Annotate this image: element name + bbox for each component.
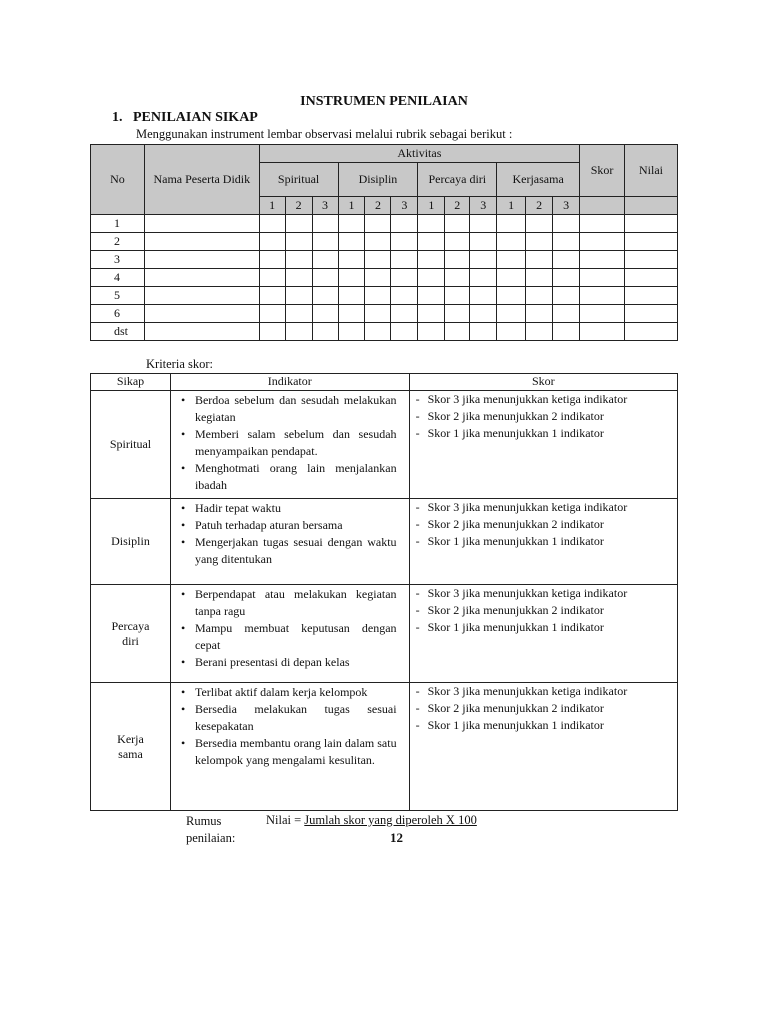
empty-cell[interactable] xyxy=(497,251,526,269)
row-number: 1 xyxy=(91,215,145,233)
col-skor: Skor xyxy=(580,145,625,197)
criteria-rows xyxy=(91,391,678,811)
skor-item: - Skor 3 jika menunjukkan ketiga indikator xyxy=(414,585,671,602)
empty-cell[interactable] xyxy=(391,269,418,287)
table-row xyxy=(91,215,678,233)
col-spiritual: Spiritual xyxy=(259,163,338,197)
empty-cell[interactable] xyxy=(418,215,445,233)
sub-col-empty xyxy=(624,197,677,215)
table-row xyxy=(91,233,678,251)
empty-cell[interactable] xyxy=(312,269,338,287)
indikator-cell xyxy=(170,683,409,811)
skor-item: - Skor 3 jika menunjukkan ketiga indikator xyxy=(414,391,671,408)
empty-cell[interactable] xyxy=(470,215,497,233)
empty-cell[interactable] xyxy=(259,287,285,305)
sub-col-number: 3 xyxy=(553,197,580,215)
skor-cell xyxy=(409,683,677,811)
empty-cell[interactable] xyxy=(338,215,365,233)
empty-cell[interactable] xyxy=(553,251,580,269)
empty-cell[interactable] xyxy=(580,323,625,341)
observation-table xyxy=(90,144,678,341)
empty-cell[interactable] xyxy=(445,269,470,287)
indikator-item: • Patuh terhadap aturan bersama xyxy=(177,517,397,534)
sikap-cell: Kerja sama xyxy=(91,683,171,811)
empty-cell[interactable] xyxy=(418,305,445,323)
header-skor: Skor xyxy=(409,374,677,391)
empty-cell[interactable] xyxy=(624,305,677,323)
empty-cell[interactable] xyxy=(580,233,625,251)
sub-col-number: 1 xyxy=(338,197,365,215)
nilai-numerator: Jumlah skor yang diperoleh X 100 xyxy=(304,813,477,827)
skor-item: - Skor 1 jika menunjukkan 1 indikator xyxy=(414,619,671,636)
empty-cell[interactable] xyxy=(391,305,418,323)
observation-rows xyxy=(91,215,678,341)
empty-cell[interactable] xyxy=(259,305,285,323)
empty-cell[interactable] xyxy=(312,215,338,233)
document-title: INSTRUMEN PENILAIAN xyxy=(300,94,468,109)
empty-cell[interactable] xyxy=(580,215,625,233)
empty-cell[interactable] xyxy=(312,323,338,341)
empty-cell[interactable] xyxy=(365,233,391,251)
empty-cell[interactable] xyxy=(391,287,418,305)
empty-cell[interactable] xyxy=(259,251,285,269)
empty-cell[interactable] xyxy=(624,233,677,251)
indikator-item: • Mampu membuat keputusan dengan cepat xyxy=(177,620,397,654)
empty-cell[interactable] xyxy=(445,323,470,341)
empty-cell[interactable] xyxy=(338,305,365,323)
empty-cell[interactable] xyxy=(624,251,677,269)
empty-cell[interactable] xyxy=(144,233,259,251)
empty-cell[interactable] xyxy=(553,233,580,251)
row-number: 2 xyxy=(91,233,145,251)
sub-col-empty xyxy=(580,197,625,215)
skor-item: - Skor 2 jika menunjukkan 2 indikator xyxy=(414,700,671,717)
empty-cell[interactable] xyxy=(338,323,365,341)
indikator-item: • Memberi salam sebelum dan sesudah menyampaikan pendapat. xyxy=(177,426,397,460)
empty-cell[interactable] xyxy=(580,251,625,269)
col-aktivitas: Aktivitas xyxy=(259,145,579,163)
row-number: 3 xyxy=(91,251,145,269)
col-kerjasama: Kerjasama xyxy=(497,163,580,197)
empty-cell[interactable] xyxy=(470,269,497,287)
empty-cell[interactable] xyxy=(526,305,553,323)
criteria-row xyxy=(91,499,678,585)
nilai-formula xyxy=(266,813,477,828)
skor-cell xyxy=(409,499,677,585)
rumus-label: Rumus penilaian: xyxy=(186,814,236,845)
empty-cell[interactable] xyxy=(365,305,391,323)
criteria-row xyxy=(91,683,678,811)
sub-col-number: 1 xyxy=(259,197,285,215)
empty-cell[interactable] xyxy=(624,323,677,341)
indikator-cell xyxy=(170,391,409,499)
indikator-item: • Berpendapat atau melakukan kegiatan tanpa ragu xyxy=(177,586,397,620)
indikator-item: • Hadir tepat waktu xyxy=(177,500,397,517)
table-row xyxy=(91,323,678,341)
col-nilai: Nilai xyxy=(624,145,677,197)
section-heading: 1. PENILAIAN SIKAP xyxy=(112,110,258,125)
indikator-item: • Terlibat aktif dalam kerja kelompok xyxy=(177,684,397,701)
empty-cell[interactable] xyxy=(312,305,338,323)
empty-cell[interactable] xyxy=(418,233,445,251)
empty-cell[interactable] xyxy=(365,323,391,341)
empty-cell[interactable] xyxy=(144,305,259,323)
empty-cell[interactable] xyxy=(580,287,625,305)
indikator-item: • Menghotmati orang lain menjalankan ibadah xyxy=(177,460,397,494)
empty-cell[interactable] xyxy=(497,215,526,233)
sikap-cell: Percaya diri xyxy=(91,585,171,683)
empty-cell[interactable] xyxy=(365,215,391,233)
sikap-cell: Spiritual xyxy=(91,391,171,499)
empty-cell[interactable] xyxy=(497,287,526,305)
empty-cell[interactable] xyxy=(391,215,418,233)
empty-cell[interactable] xyxy=(553,215,580,233)
empty-cell[interactable] xyxy=(338,287,365,305)
empty-cell[interactable] xyxy=(144,251,259,269)
empty-cell[interactable] xyxy=(259,269,285,287)
empty-cell[interactable] xyxy=(553,287,580,305)
kriteria-label: Kriteria skor: xyxy=(146,357,213,371)
empty-cell[interactable] xyxy=(391,251,418,269)
empty-cell[interactable] xyxy=(445,233,470,251)
empty-cell[interactable] xyxy=(470,323,497,341)
empty-cell[interactable] xyxy=(365,287,391,305)
indikator-item: • Berdoa sebelum dan sesudah melakukan kegiatan xyxy=(177,392,397,426)
empty-cell[interactable] xyxy=(312,251,338,269)
table-row xyxy=(91,287,678,305)
empty-cell[interactable] xyxy=(526,323,553,341)
skor-item: - Skor 3 jika menunjukkan ketiga indikator xyxy=(414,499,671,516)
empty-cell[interactable] xyxy=(391,233,418,251)
nilai-denominator: 12 xyxy=(390,830,403,845)
empty-cell[interactable] xyxy=(144,323,259,341)
skor-item: - Skor 3 jika menunjukkan ketiga indikator xyxy=(414,683,671,700)
empty-cell[interactable] xyxy=(285,215,312,233)
row-number: 4 xyxy=(91,269,145,287)
criteria-row xyxy=(91,585,678,683)
empty-cell[interactable] xyxy=(312,287,338,305)
sub-col-number: 3 xyxy=(312,197,338,215)
empty-cell[interactable] xyxy=(445,215,470,233)
empty-cell[interactable] xyxy=(285,305,312,323)
sub-col-number: 2 xyxy=(365,197,391,215)
skor-item: - Skor 1 jika menunjukkan 1 indikator xyxy=(414,425,671,442)
empty-cell[interactable] xyxy=(497,323,526,341)
sikap-cell: Disiplin xyxy=(91,499,171,585)
col-no: No xyxy=(91,145,145,215)
empty-cell[interactable] xyxy=(553,323,580,341)
empty-cell[interactable] xyxy=(470,287,497,305)
empty-cell[interactable] xyxy=(285,233,312,251)
empty-cell[interactable] xyxy=(144,215,259,233)
skor-item: - Skor 2 jika menunjukkan 2 indikator xyxy=(414,602,671,619)
header-indikator: Indikator xyxy=(170,374,409,391)
empty-cell[interactable] xyxy=(259,323,285,341)
empty-cell[interactable] xyxy=(624,287,677,305)
indikator-cell xyxy=(170,499,409,585)
table-row xyxy=(91,305,678,323)
skor-item: - Skor 2 jika menunjukkan 2 indikator xyxy=(414,516,671,533)
sub-col-number: 2 xyxy=(445,197,470,215)
empty-cell[interactable] xyxy=(526,215,553,233)
intro-text: Menggunakan instrument lembar observasi melalui rubrik sebagai berikut : xyxy=(136,127,513,141)
empty-cell[interactable] xyxy=(144,269,259,287)
empty-cell[interactable] xyxy=(418,269,445,287)
empty-cell[interactable] xyxy=(497,305,526,323)
empty-cell[interactable] xyxy=(553,269,580,287)
skor-item: - Skor 2 jika menunjukkan 2 indikator xyxy=(414,408,671,425)
table-row xyxy=(91,269,678,287)
row-number: 6 xyxy=(91,305,145,323)
indikator-item: • Bersedia membantu orang lain dalam satu kelompok yang mengalami kesulitan. xyxy=(177,735,397,769)
sub-col-number: 3 xyxy=(391,197,418,215)
sub-col-number: 1 xyxy=(418,197,445,215)
col-disiplin: Disiplin xyxy=(338,163,418,197)
empty-cell[interactable] xyxy=(259,215,285,233)
empty-cell[interactable] xyxy=(144,287,259,305)
indikator-item: • Berani presentasi di depan kelas xyxy=(177,654,397,671)
empty-cell[interactable] xyxy=(338,233,365,251)
empty-cell[interactable] xyxy=(418,287,445,305)
empty-cell[interactable] xyxy=(445,251,470,269)
sub-col-number: 3 xyxy=(470,197,497,215)
row-number: dst xyxy=(91,323,145,341)
empty-cell[interactable] xyxy=(285,323,312,341)
sub-col-number: 2 xyxy=(285,197,312,215)
skor-item: - Skor 1 jika menunjukkan 1 indikator xyxy=(414,533,671,550)
empty-cell[interactable] xyxy=(338,269,365,287)
empty-cell[interactable] xyxy=(497,269,526,287)
indikator-cell xyxy=(170,585,409,683)
empty-cell[interactable] xyxy=(526,233,553,251)
empty-cell[interactable] xyxy=(526,269,553,287)
empty-cell[interactable] xyxy=(285,251,312,269)
empty-cell[interactable] xyxy=(624,215,677,233)
empty-cell[interactable] xyxy=(418,323,445,341)
empty-cell[interactable] xyxy=(624,269,677,287)
empty-cell[interactable] xyxy=(526,251,553,269)
empty-cell[interactable] xyxy=(553,305,580,323)
indikator-item: • Mengerjakan tugas sesuai dengan waktu yang ditentukan xyxy=(177,534,397,568)
empty-cell[interactable] xyxy=(470,251,497,269)
empty-cell[interactable] xyxy=(445,305,470,323)
indikator-item: • Bersedia melakukan tugas sesuai kesepakatan xyxy=(177,701,397,735)
header-sikap: Sikap xyxy=(91,374,171,391)
empty-cell[interactable] xyxy=(470,305,497,323)
empty-cell[interactable] xyxy=(418,251,445,269)
row-number: 5 xyxy=(91,287,145,305)
sub-col-number: 1 xyxy=(497,197,526,215)
col-nama: Nama Peserta Didik xyxy=(144,145,259,215)
empty-cell[interactable] xyxy=(497,233,526,251)
sub-col-number: 2 xyxy=(526,197,553,215)
nilai-prefix: Nilai = xyxy=(266,813,305,827)
empty-cell[interactable] xyxy=(365,251,391,269)
skor-cell xyxy=(409,391,677,499)
empty-cell[interactable] xyxy=(470,233,497,251)
empty-cell[interactable] xyxy=(285,287,312,305)
table-row xyxy=(91,251,678,269)
empty-cell[interactable] xyxy=(445,287,470,305)
criteria-row xyxy=(91,391,678,499)
empty-cell[interactable] xyxy=(580,305,625,323)
col-percaya: Percaya diri xyxy=(418,163,497,197)
empty-cell[interactable] xyxy=(580,269,625,287)
empty-cell[interactable] xyxy=(312,233,338,251)
skor-item: - Skor 1 jika menunjukkan 1 indikator xyxy=(414,717,671,734)
empty-cell[interactable] xyxy=(285,269,312,287)
empty-cell[interactable] xyxy=(526,287,553,305)
criteria-table xyxy=(90,373,678,811)
empty-cell[interactable] xyxy=(259,233,285,251)
empty-cell[interactable] xyxy=(391,323,418,341)
empty-cell[interactable] xyxy=(365,269,391,287)
skor-cell xyxy=(409,585,677,683)
empty-cell[interactable] xyxy=(338,251,365,269)
